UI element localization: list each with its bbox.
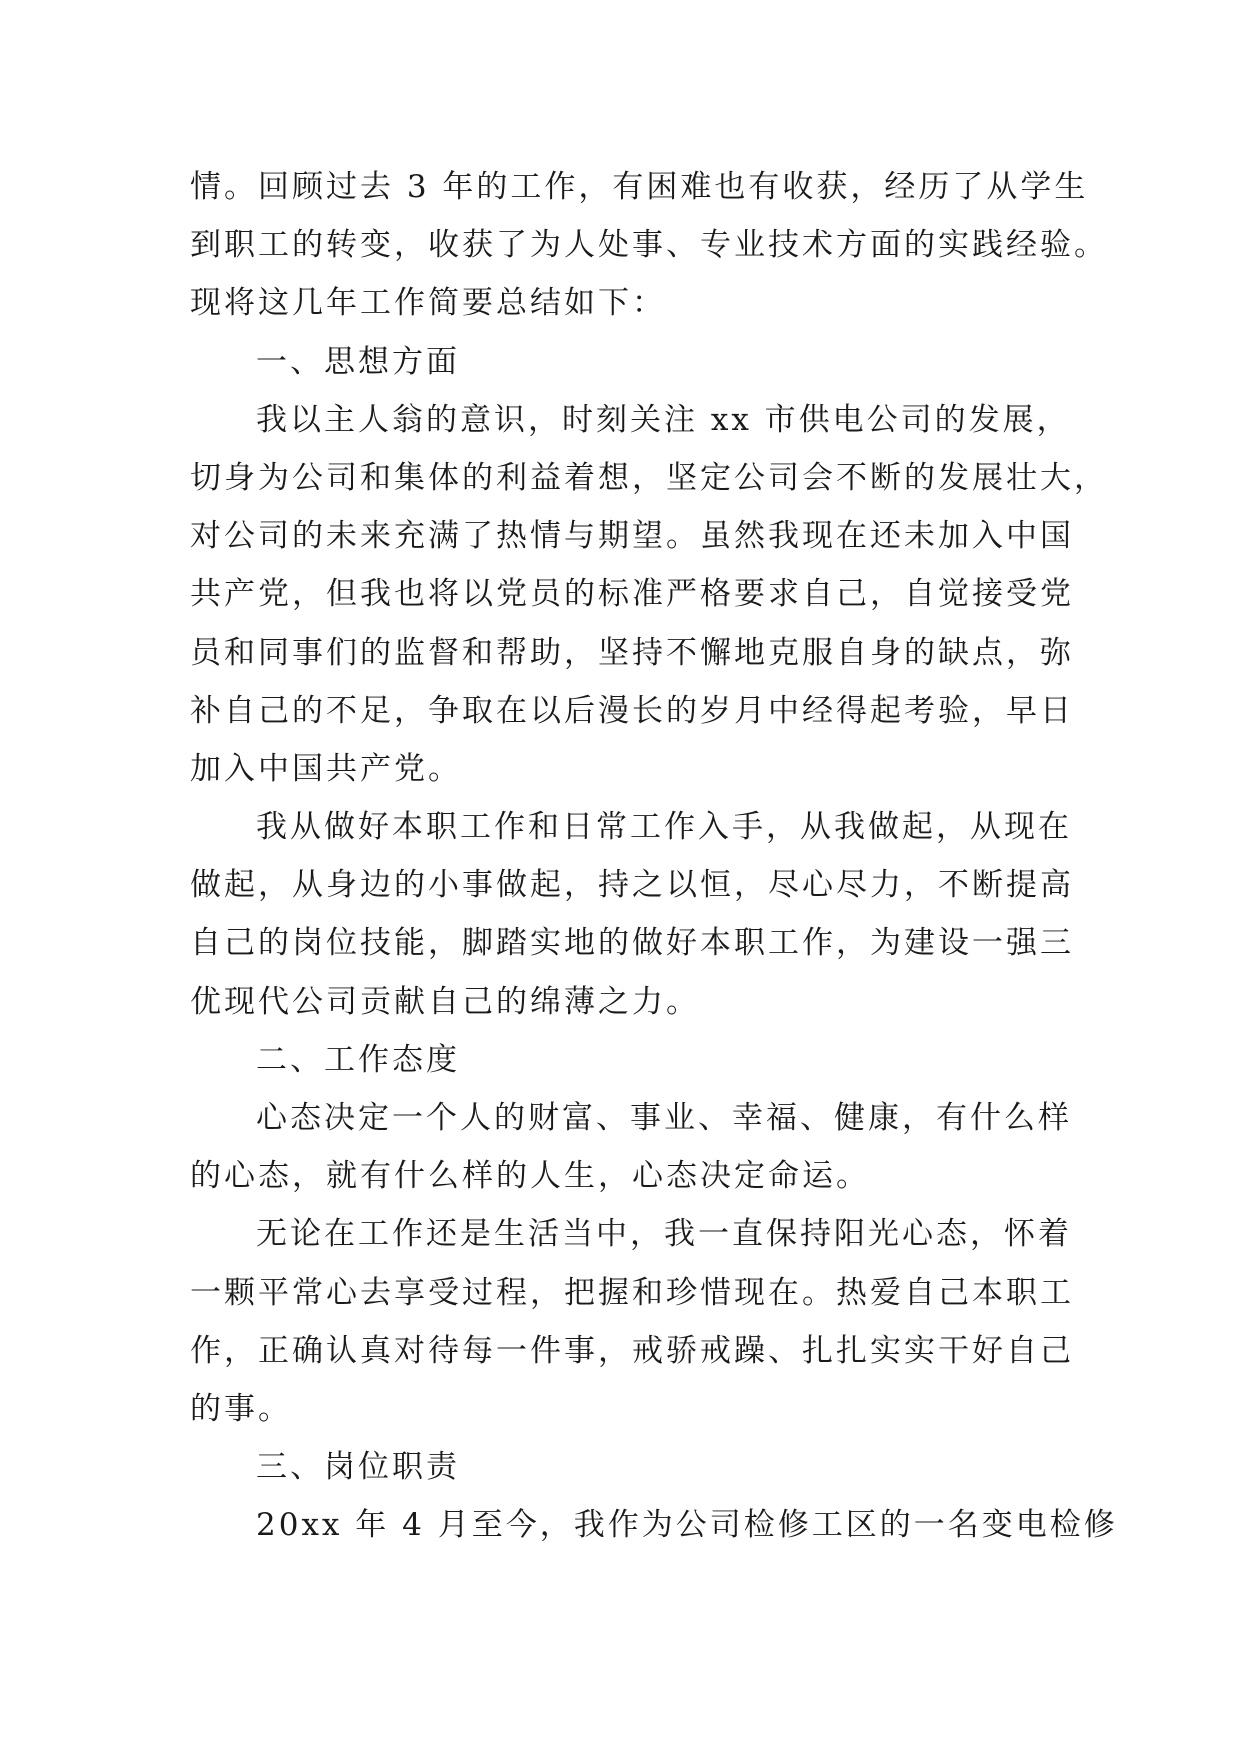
text-line: 对公司的未来充满了热情与期望。虽然我现在还未加入中国 xyxy=(190,518,1074,555)
section-heading-duties: 三、岗位职责 xyxy=(256,1449,460,1486)
text-line: 我以主人翁的意识，时刻关注 xx 市供电公司的发展， xyxy=(256,401,1071,438)
text-line: 一颗平常心去享受过程，把握和珍惜现在。热爱自己本职工 xyxy=(190,1274,1074,1311)
text-line: 补自己的不足，争取在以后漫长的岁月中经得起考验，早日 xyxy=(190,692,1074,729)
text-line: 我从做好本职工作和日常工作入手，从我做起，从现在 xyxy=(256,809,1072,846)
section-heading-attitude: 二、工作态度 xyxy=(256,1041,460,1078)
text-line: 优现代公司贡献自己的绵薄之力。 xyxy=(190,983,700,1020)
text-line: 的心态，就有什么样的人生，心态决定命运。 xyxy=(190,1158,870,1195)
text-line: 自己的岗位技能，脚踏实地的做好本职工作，为建设一强三 xyxy=(190,925,1074,962)
text-line: 现将这几年工作简要总结如下： xyxy=(190,285,666,322)
text-line: 心态决定一个人的财富、事业、幸福、健康，有什么样 xyxy=(256,1100,1072,1136)
text-line: 情。回顾过去 3 年的工作，有困难也有收获，经历了从学生 xyxy=(190,169,1089,205)
text-line: 作，正确认真对待每一件事，戒骄戒躁、扎扎实实干好自己 xyxy=(190,1332,1074,1369)
document-body xyxy=(190,158,1118,1555)
section-heading-thought: 一、思想方面 xyxy=(256,343,460,380)
text-line: 切身为公司和集体的利益着想，坚定公司会不断的发展壮大， xyxy=(190,459,1108,496)
text-line: 做起，从身边的小事做起，持之以恒，尽心尽力，不断提高 xyxy=(190,867,1074,904)
text-line: 无论在工作还是生活当中，我一直保持阳光心态，怀着 xyxy=(256,1216,1072,1253)
text-line: 加入中国共产党。 xyxy=(190,750,462,787)
text-line: 的事。 xyxy=(190,1390,292,1427)
text-line: 20xx 年 4 月至今，我作为公司检修工区的一名变电检修 xyxy=(256,1507,1118,1544)
text-line: 共产党，但我也将以党员的标准严格要求自己，自觉接受党 xyxy=(190,576,1074,613)
text-line: 到职工的转变，收获了为人处事、专业技术方面的实践经验。 xyxy=(190,227,1108,264)
text-line: 员和同事们的监督和帮助，坚持不懈地克服自身的缺点，弥 xyxy=(190,634,1074,671)
